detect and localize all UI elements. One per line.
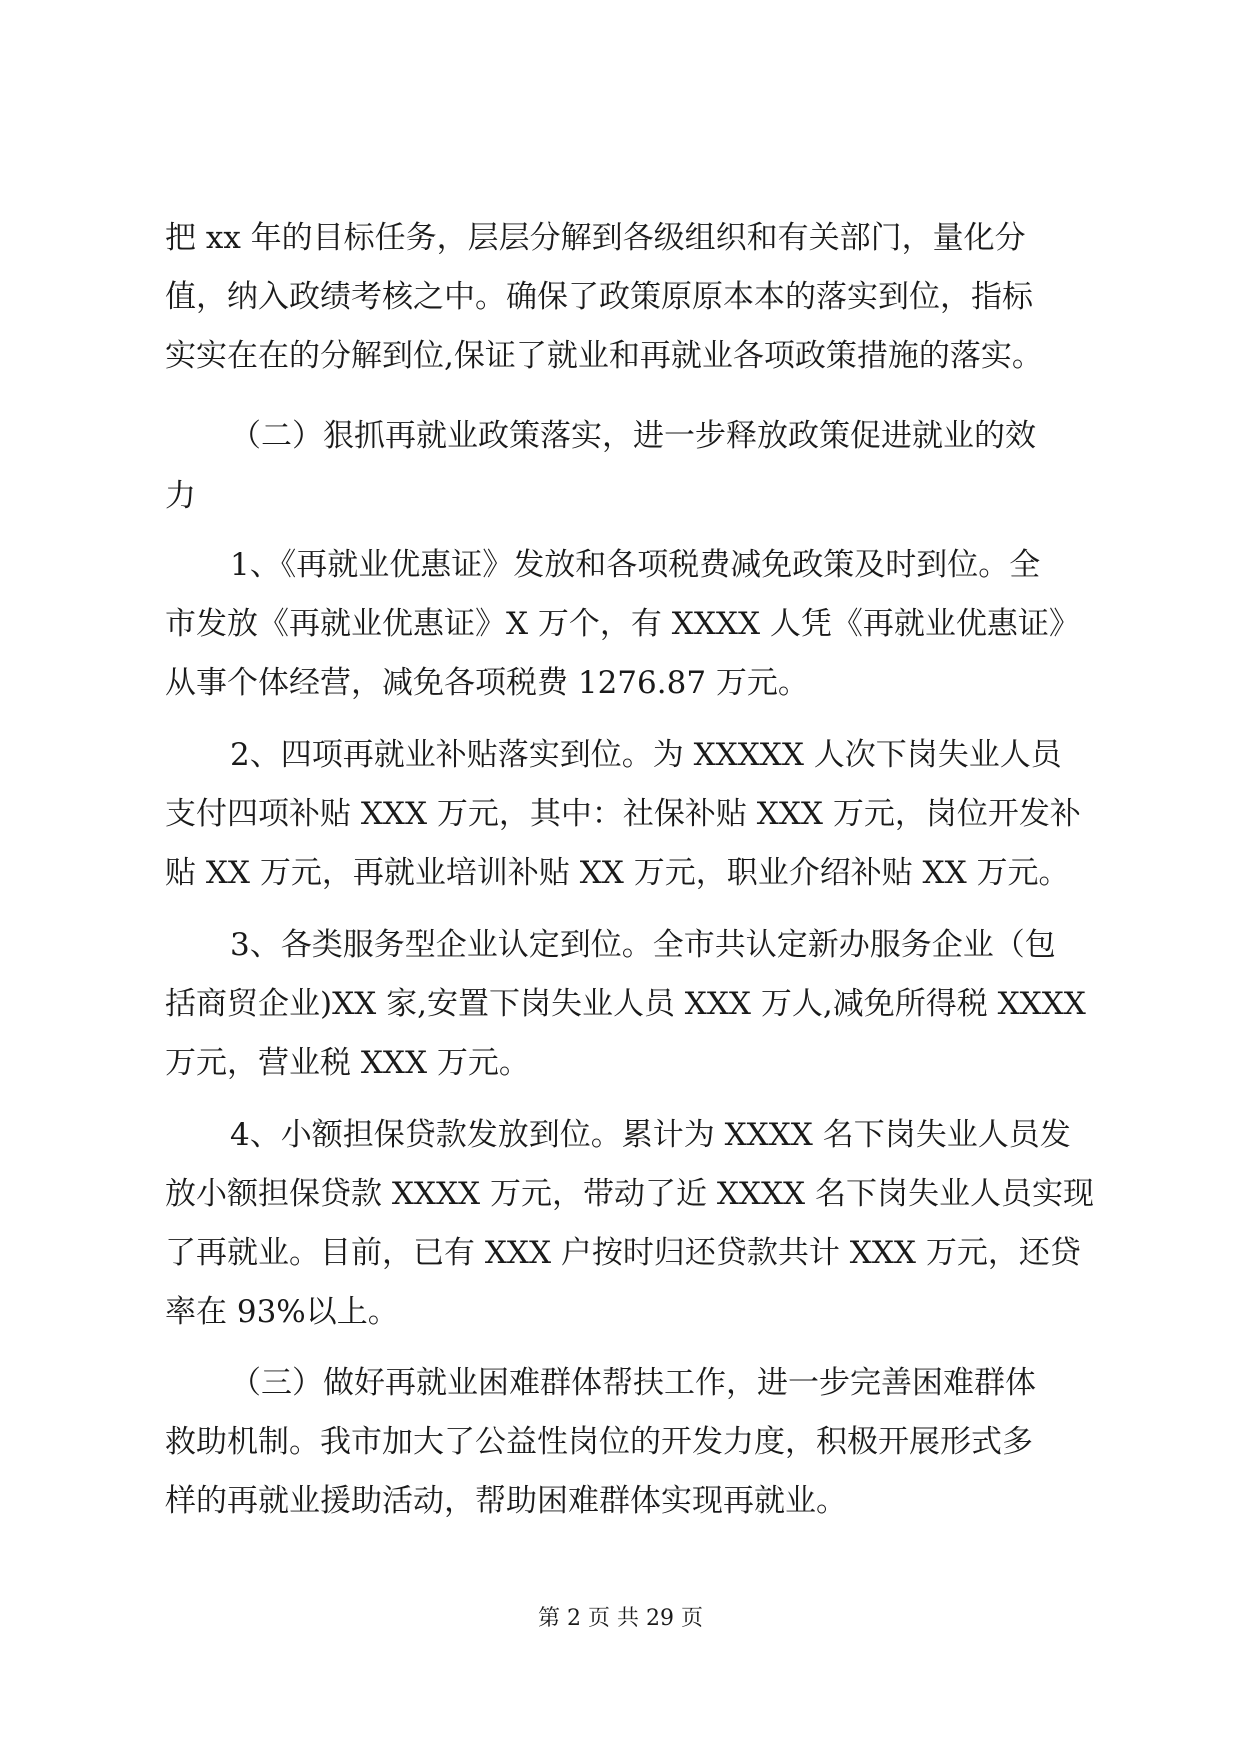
body-line: 市发放《再就业优惠证》X 万个，有 XXXX 人凭《再就业优惠证》 — [165, 606, 1080, 642]
section-heading: 力 — [165, 478, 196, 514]
body-line: 3、各类服务型企业认定到位。全市共认定新办服务企业（包 — [230, 927, 1056, 963]
body-line: 4、小额担保贷款发放到位。累计为 XXXX 名下岗失业人员发 — [230, 1117, 1071, 1153]
body-line: 救助机制。我市加大了公益性岗位的开发力度，积极开展形式多 — [165, 1424, 1033, 1460]
body-line: 支付四项补贴 XXX 万元，其中：社保补贴 XXX 万元，岗位开发补 — [165, 796, 1081, 832]
body-line: 实实在在的分解到位,保证了就业和再就业各项政策措施的落实。 — [165, 338, 1043, 374]
body-line: 了再就业。目前，已有 XXX 户按时归还贷款共计 XXX 万元，还贷 — [165, 1235, 1081, 1271]
body-line: 值，纳入政绩考核之中。确保了政策原原本本的落实到位，指标 — [165, 279, 1033, 315]
body-line: 贴 XX 万元，再就业培训补贴 XX 万元，职业介绍补贴 XX 万元。 — [165, 855, 1070, 891]
body-line: 万元，营业税 XXX 万元。 — [165, 1045, 530, 1081]
body-line: 样的再就业援助活动，帮助困难群体实现再就业。 — [165, 1483, 847, 1519]
section-heading: （三）做好再就业困难群体帮扶工作，进一步完善困难群体 — [230, 1365, 1036, 1401]
body-line: 放小额担保贷款 XXXX 万元，带动了近 XXXX 名下岗失业人员实现 — [165, 1176, 1094, 1212]
body-line: 把 xx 年的目标任务，层层分解到各级组织和有关部门，量化分 — [165, 220, 1026, 256]
page-number-footer: 第 2 页 共 29 页 — [538, 1606, 703, 1631]
body-line: 2、四项再就业补贴落实到位。为 XXXXX 人次下岗失业人员 — [230, 737, 1062, 773]
body-line: 从事个体经营，减免各项税费 1276.87 万元。 — [165, 665, 809, 701]
body-line: 括商贸企业)XX 家,安置下岗失业人员 XXX 万人,减免所得税 XXXX — [165, 986, 1086, 1022]
body-line: 率在 93%以上。 — [165, 1294, 399, 1330]
body-line: 1、《再就业优惠证》发放和各项税费减免政策及时到位。全 — [230, 547, 1041, 583]
section-heading: （二）狠抓再就业政策落实，进一步释放政策促进就业的效 — [230, 418, 1036, 454]
